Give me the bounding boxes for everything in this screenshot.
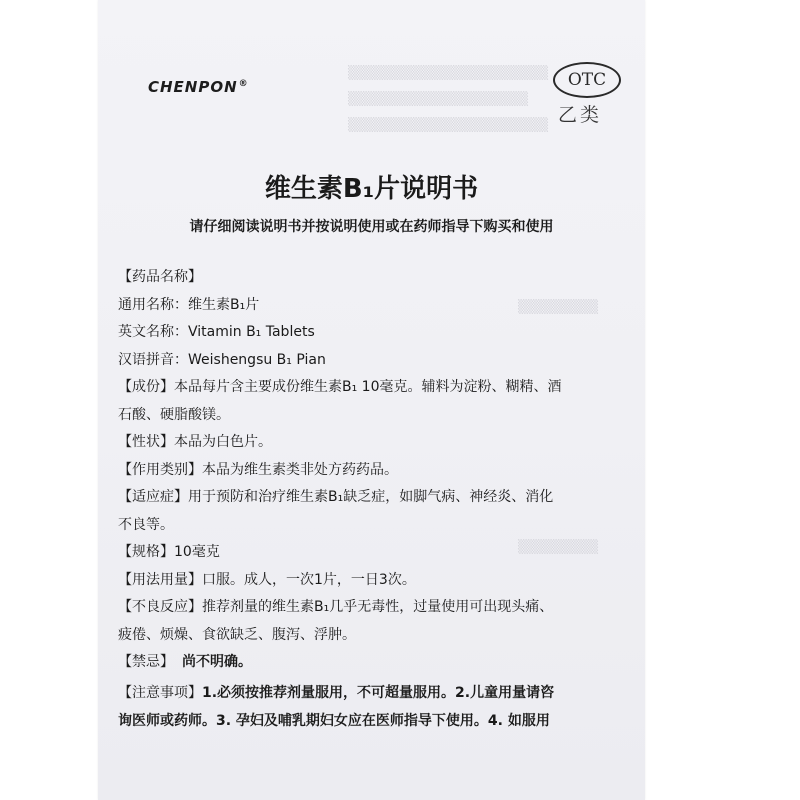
section-category	[118, 457, 633, 484]
field-value: 维生素B₁片	[188, 296, 260, 313]
section-indications-cont	[118, 512, 633, 539]
section-drug-name-heading	[118, 264, 633, 291]
section-text: 询医师或药师。3. 孕妇及哺乳期妇女应在医师指导下使用。4. 如服用	[118, 712, 550, 729]
show-through-text: ▒▒▒▒▒▒▒▒▒▒▒▒▒▒▒▒▒▒	[348, 92, 528, 107]
section-label: 【性状】	[118, 434, 174, 450]
section-text: 口服。成人，一次1片，一日3次。	[202, 571, 416, 588]
section-label: 【成份】	[118, 379, 174, 395]
section-ingredients	[118, 374, 633, 401]
otc-class-label: 乙类	[558, 104, 603, 126]
pinyin-name-row	[118, 347, 633, 374]
show-through-text: ▒▒▒▒▒▒▒▒▒▒▒▒▒▒▒▒▒▒▒▒	[348, 118, 548, 133]
field-label: 英文名称：	[118, 324, 188, 340]
section-adverse-cont	[118, 622, 633, 649]
show-through-text: ▒▒▒▒▒▒▒▒▒▒▒▒▒▒▒▒▒▒▒▒	[348, 66, 548, 81]
section-text: 尚不明确。	[182, 654, 252, 670]
leaflet-page	[98, 0, 645, 800]
section-label: 【用法用量】	[118, 571, 202, 588]
otc-badge: OTC	[553, 62, 621, 98]
leaflet-body	[118, 264, 633, 735]
section-specification	[118, 539, 633, 566]
section-precautions	[118, 680, 633, 707]
section-adverse	[118, 594, 633, 621]
show-through-text: ▒▒▒▒▒▒▒▒	[518, 540, 598, 555]
document-subtitle: 请仔细阅读说明书并按说明使用或在药师指导下购买和使用	[189, 219, 554, 235]
section-precautions-cont	[118, 708, 633, 735]
field-label: 汉语拼音：	[118, 351, 188, 368]
section-label: 【规格】	[118, 544, 174, 560]
section-text: 不良等。	[118, 516, 174, 533]
section-label: 【禁忌】	[118, 654, 174, 670]
brand-name: CHENPON	[148, 78, 238, 96]
section-text: 用于预防和治疗维生素B₁缺乏症，如脚气病、神经炎、消化	[188, 489, 554, 505]
section-dosage	[118, 567, 633, 594]
generic-name-row	[118, 292, 633, 319]
section-text: 石酸、硬脂酸镁。	[118, 406, 230, 423]
section-label: 【适应症】	[118, 489, 188, 505]
section-label: 【注意事项】	[118, 685, 202, 701]
section-indications	[118, 484, 633, 511]
section-appearance	[118, 429, 633, 456]
brand-logo	[148, 78, 249, 96]
section-label: 【作用类别】	[118, 461, 202, 478]
show-through-text: ▒▒▒▒▒▒▒▒	[518, 300, 598, 315]
section-text: 1.必须按推荐剂量服用，不可超量服用。2.儿童用量请咨	[202, 685, 555, 701]
document-title: 维生素B₁片说明书	[264, 174, 479, 204]
section-text: 10毫克	[174, 544, 220, 560]
section-text: 本品为维生素类非处方药药品。	[202, 461, 398, 478]
section-text: 推荐剂量的维生素B₁几乎无毒性，过量使用可出现头痛、	[202, 599, 554, 615]
section-label: 【不良反应】	[118, 599, 202, 615]
field-label: 通用名称：	[118, 296, 188, 313]
section-text: 本品每片含主要成份维生素B₁ 10毫克。辅料为淀粉、糊精、酒	[174, 379, 562, 395]
registered-mark: ®	[238, 79, 249, 89]
section-contraindications	[118, 649, 633, 676]
field-value: Weishengsu B₁ Pian	[188, 351, 326, 368]
section-text: 本品为白色片。	[174, 434, 272, 450]
section-ingredients-cont	[118, 402, 633, 429]
field-value: Vitamin B₁ Tablets	[188, 324, 315, 340]
section-label: 【药品名称】	[118, 269, 202, 285]
section-text: 疲倦、烦燥、食欲缺乏、腹泻、浮肿。	[118, 626, 356, 643]
english-name-row	[118, 319, 633, 346]
